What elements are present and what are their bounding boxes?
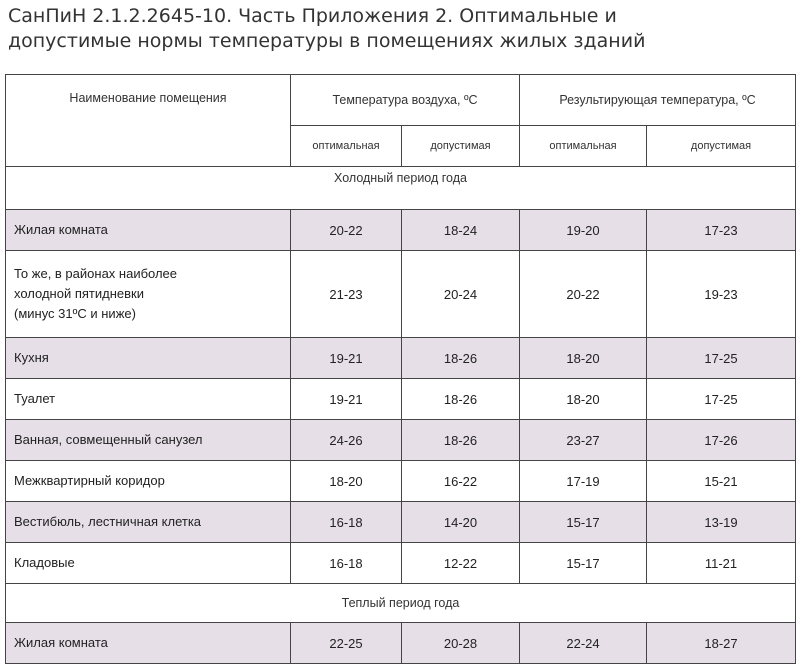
air-allowable-cell: 16-22 xyxy=(402,461,520,502)
air-optimal-cell: 22-25 xyxy=(291,623,402,664)
room-name-cell xyxy=(6,502,291,543)
table-row xyxy=(6,543,796,584)
table-row xyxy=(6,210,796,251)
result-allowable-cell: 17-26 xyxy=(647,420,796,461)
room-name-line: То же, в районах наиболее xyxy=(14,266,178,281)
air-optimal-cell: 20-22 xyxy=(291,210,402,251)
result-optimal-cell: 20-22 xyxy=(520,251,647,338)
room-name-cell xyxy=(6,379,291,420)
table-row xyxy=(6,338,796,379)
result-optimal-cell: 19-20 xyxy=(520,210,647,251)
table-row xyxy=(6,379,796,420)
result-allowable-cell: 18-27 xyxy=(647,623,796,664)
air-allowable-cell: 20-28 xyxy=(402,623,520,664)
air-optimal-cell: 19-21 xyxy=(291,338,402,379)
table-row xyxy=(6,584,796,623)
header-room-name: Наименование помещения xyxy=(6,75,291,167)
result-optimal-cell: 15-17 xyxy=(520,543,647,584)
room-name-line: холодной пятидневки xyxy=(14,286,144,301)
header-air-temperature: Температура воздуха, ºС xyxy=(291,75,520,126)
table-row xyxy=(6,251,796,338)
room-name-line: Ванная, совмещенный санузел xyxy=(14,432,203,447)
room-name-line: Межквартирный коридор xyxy=(14,473,165,488)
room-name-line: Туалет xyxy=(14,391,56,406)
result-optimal-cell: 17-19 xyxy=(520,461,647,502)
air-allowable-cell: 12-22 xyxy=(402,543,520,584)
result-allowable-cell: 17-25 xyxy=(647,379,796,420)
room-name-cell xyxy=(6,251,291,338)
air-allowable-cell: 14-20 xyxy=(402,502,520,543)
air-optimal-cell: 18-20 xyxy=(291,461,402,502)
room-name-cell xyxy=(6,623,291,664)
result-optimal-cell: 18-20 xyxy=(520,338,647,379)
air-allowable-cell: 18-26 xyxy=(402,420,520,461)
air-optimal-cell: 19-21 xyxy=(291,379,402,420)
air-optimal-cell: 21-23 xyxy=(291,251,402,338)
room-name-line: Кладовые xyxy=(14,555,75,570)
result-allowable-cell: 11-21 xyxy=(647,543,796,584)
room-name-line: (минус 31ºС и ниже) xyxy=(14,306,136,321)
air-optimal-cell: 16-18 xyxy=(291,502,402,543)
room-name-cell xyxy=(6,210,291,251)
temperature-norms-table xyxy=(5,74,796,664)
subheader-result-allowable: допустимая xyxy=(647,126,796,167)
room-name-line: Вестибюль, лестничная клетка xyxy=(14,514,202,529)
subheader-air-optimal: оптимальная xyxy=(291,126,402,167)
subheader-air-allowable: допустимая xyxy=(402,126,520,167)
room-name-line: Кухня xyxy=(14,350,49,365)
air-allowable-cell: 18-26 xyxy=(402,338,520,379)
result-allowable-cell: 13-19 xyxy=(647,502,796,543)
title-line-1: СанПиН 2.1.2.2645-10. Часть Приложения 2. Оптимальные и xyxy=(8,5,617,27)
result-optimal-cell: 22-24 xyxy=(520,623,647,664)
table-row xyxy=(6,461,796,502)
room-name-cell xyxy=(6,543,291,584)
result-allowable-cell: 15-21 xyxy=(647,461,796,502)
table-row xyxy=(6,623,796,664)
room-name-cell xyxy=(6,420,291,461)
result-allowable-cell: 17-25 xyxy=(647,338,796,379)
air-optimal-cell: 24-26 xyxy=(291,420,402,461)
air-allowable-cell: 20-24 xyxy=(402,251,520,338)
warm-period-label: Теплый период года xyxy=(6,584,796,623)
room-name-line: Жилая комната xyxy=(14,222,108,237)
result-allowable-cell: 17-23 xyxy=(647,210,796,251)
result-optimal-cell: 18-20 xyxy=(520,379,647,420)
header-resulting-temperature: Результирующая температура, ºС xyxy=(520,75,796,126)
table-row xyxy=(6,420,796,461)
result-allowable-cell: 19-23 xyxy=(647,251,796,338)
table-row xyxy=(6,502,796,543)
result-optimal-cell: 15-17 xyxy=(520,502,647,543)
document-title xyxy=(8,4,798,54)
room-name-line: Жилая комната xyxy=(14,635,108,650)
air-optimal-cell: 16-18 xyxy=(291,543,402,584)
room-name-cell xyxy=(6,338,291,379)
cold-period-label: Холодный период года xyxy=(6,167,796,210)
subheader-result-optimal: оптимальная xyxy=(520,126,647,167)
air-allowable-cell: 18-26 xyxy=(402,379,520,420)
air-allowable-cell: 18-24 xyxy=(402,210,520,251)
room-name-cell xyxy=(6,461,291,502)
result-optimal-cell: 23-27 xyxy=(520,420,647,461)
title-line-2: допустимые нормы температуры в помещениях жилых зданий xyxy=(8,30,646,52)
